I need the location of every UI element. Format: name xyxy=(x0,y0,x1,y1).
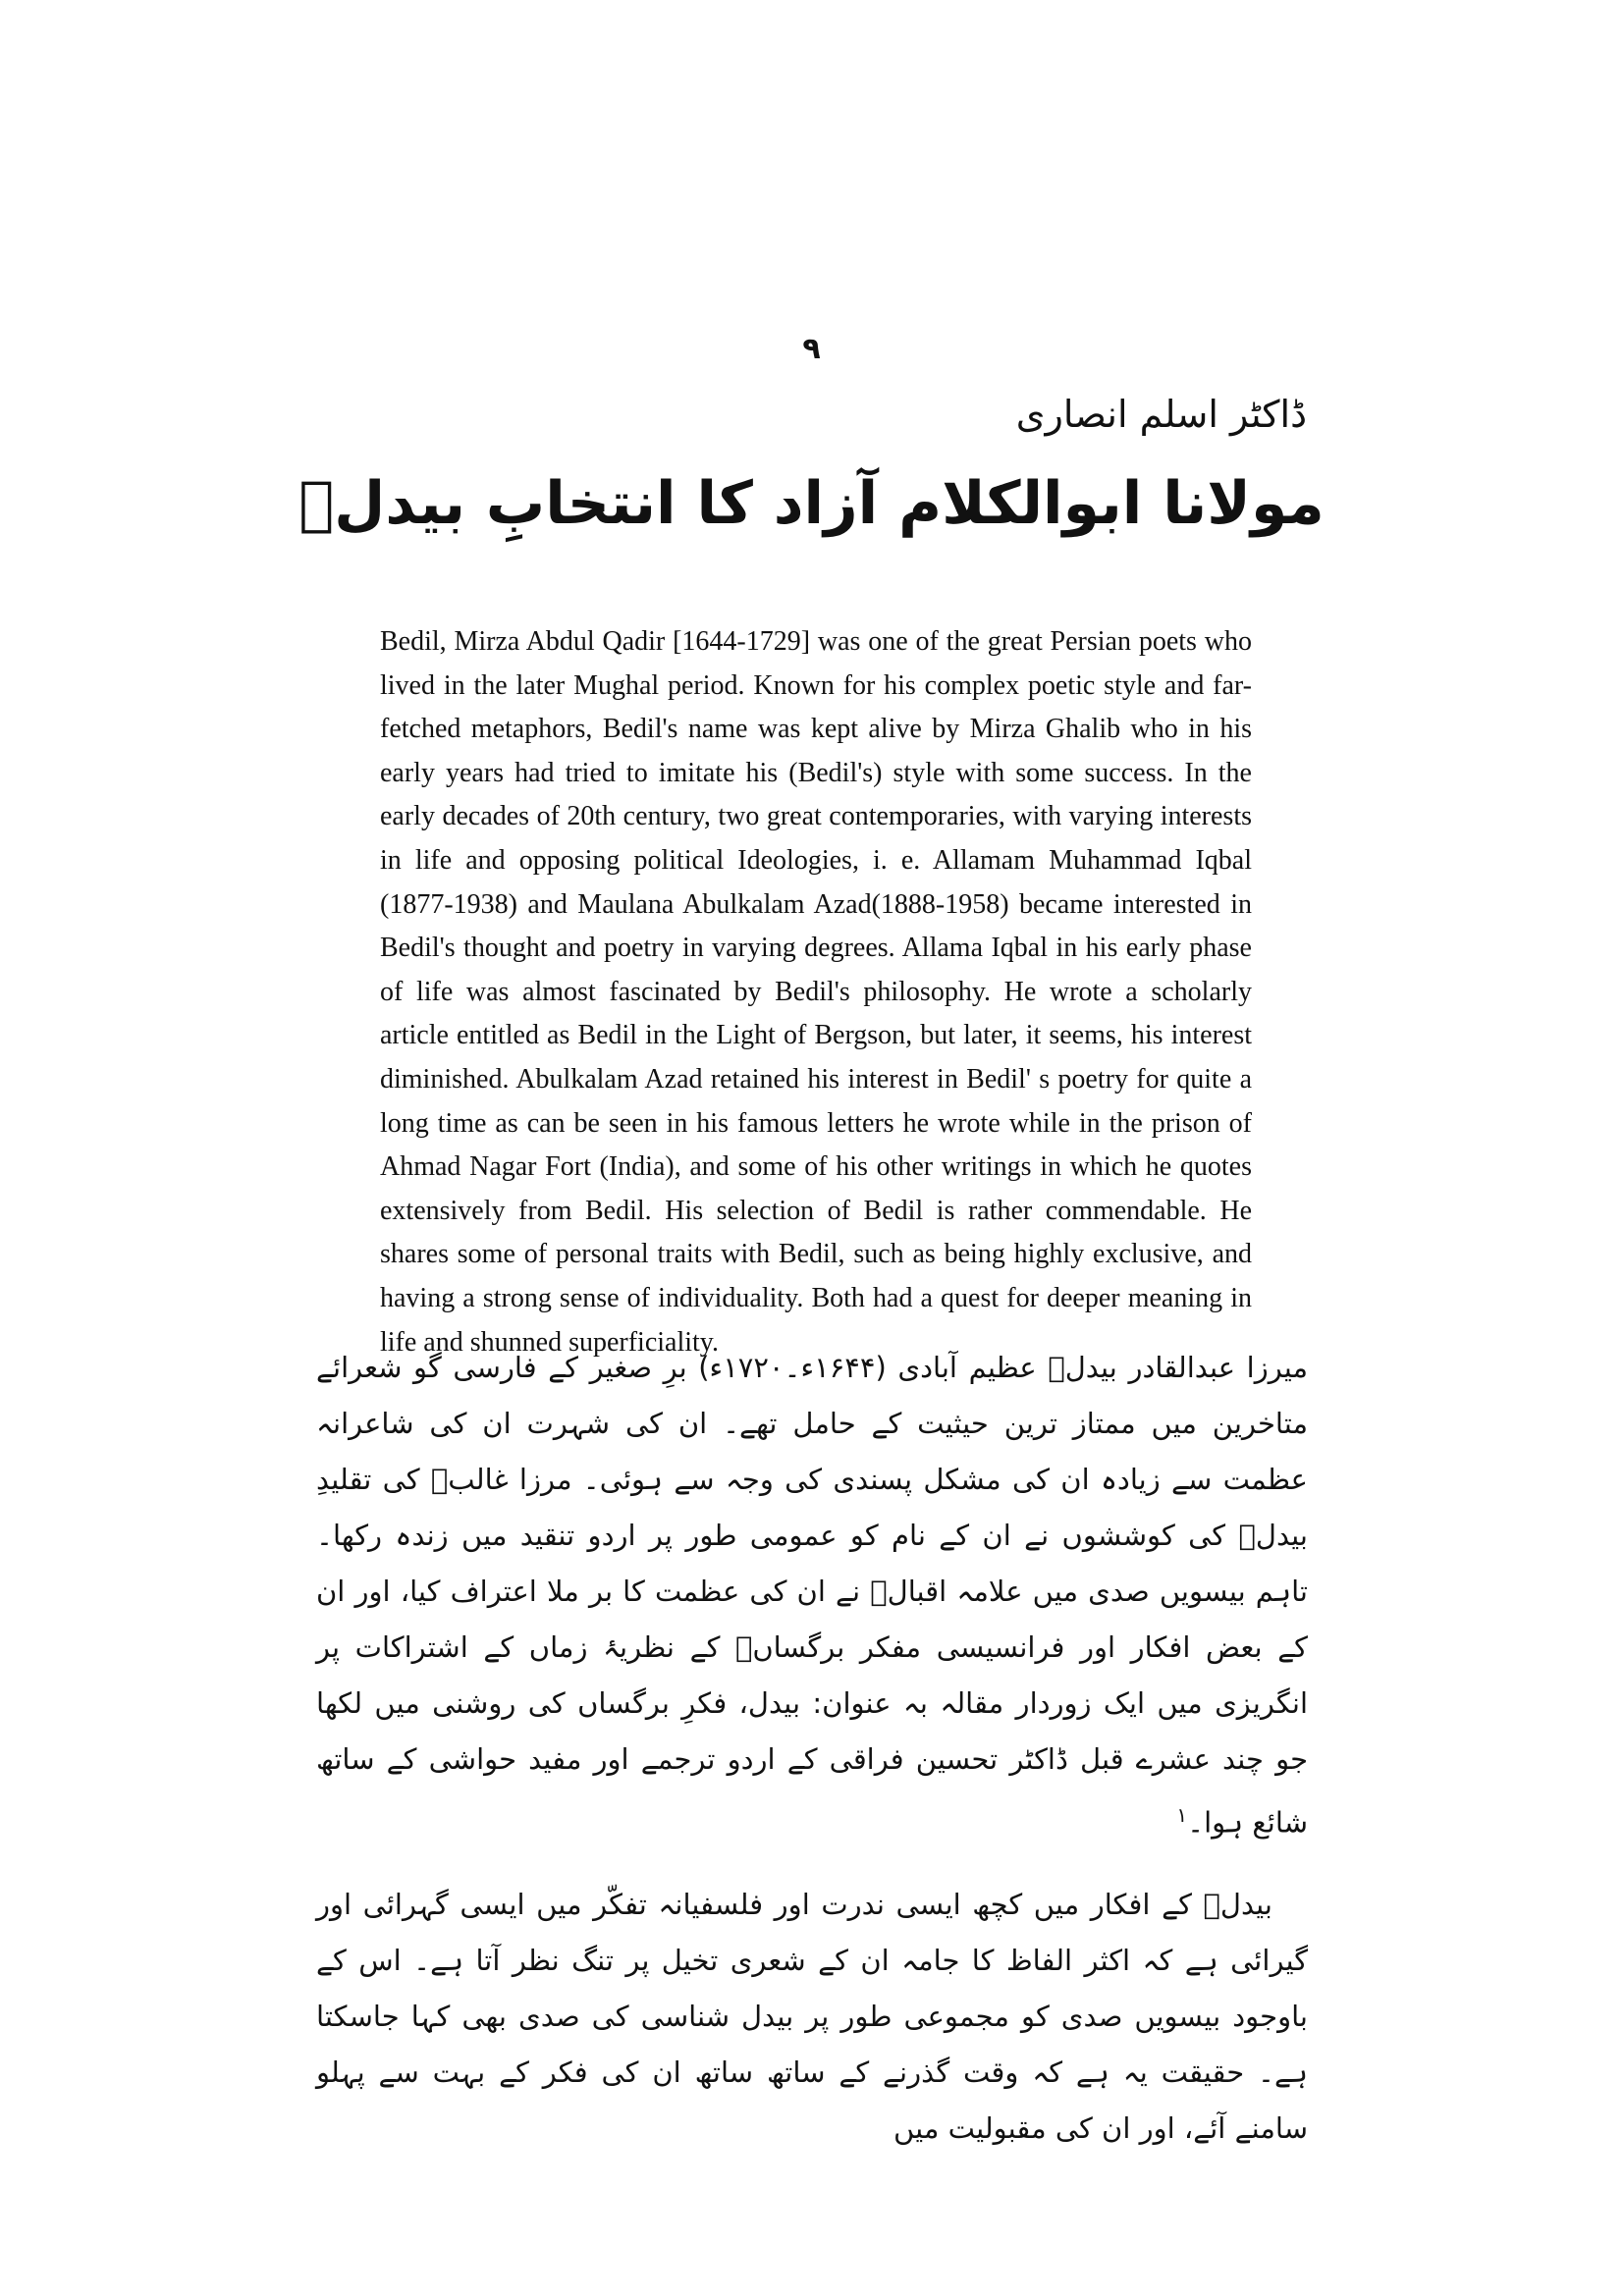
urdu-paragraph xyxy=(316,1877,1308,2157)
urdu-paragraph-text: میرزا عبدالقادر بیدلؔ عظیم آبادی (۱۶۴۴ء۔۱۷۲۰ء) برِ صغیر کے فارسی گو شعرائے متاخرین میں ممتاز ترین حیثیت کے حامل تھے۔ ان کی شہرت ان کی شاعرانہ عظمت سے زیادہ ان کی مشکل پسندی کی وجہ سے ہوئی۔ مرزا غالبؔ کی تقلیدِ بیدلؔ کی کوششوں نے ان کے نام کو عمومی طور پر اردو تنقید میں زندہ رکھا۔ تاہم بیسویں صدی میں علامہ اقبالؔ نے ان کی عظمت کا بر ملا اعتراف کیا، اور ان کے بعض افکار اور فرانسیسی مفکر برگساںؔ کے نظریۂ زماں کے اشتراکات پر انگریزی میں ایک زوردار مقالہ بہ عنوان: بیدل، فکرِ برگساں کی روشنی میں لکھا جو چند عشرے قبل ڈاکٹر تحسین فراقی کے اردو ترجمے اور مفید حواشی کے ساتھ شائع ہوا۔ xyxy=(316,1351,1308,1840)
author-name: ڈاکٹر اسلم انصاری xyxy=(1015,393,1307,436)
urdu-body-text xyxy=(316,1340,1308,2157)
abstract-text: Bedil, Mirza Abdul Qadir [1644-1729] was one of the great Persian poets who lived in the later Mughal period. Known for his complex poetic style and far-fetched metaphors, Bedil's name was kept alive by Mirza Ghalib who in his early years had tried to imitate his (Bedil's) style with some success. In the early decades of 20th century, two great contemporaries, with varying interests in life and opposing political Ideologies, i. e. Allamam Muhammad Iqbal (1877-1938) and Maulana Abulkalam Azad(1888-1958) became interested in Bedil's thought and poetry in varying degrees. Allama Iqbal in his early phase of life was almost fascinated by Bedil's philosophy. He wrote a scholarly article entitled as Bedil in the Light of Bergson, but later, it seems, his interest diminished. Abulkalam Azad retained his interest in Bedil' s poetry for quite a long time as can be seen in his famous letters he wrote while in the prison of Ahmad Nagar Fort (India), and some of his other writings in which he quotes extensively from Bedil. His selection of Bedil is rather commendable. He shares some of personal traits with Bedil, such as being highly exclusive, and having a strong sense of individuality. Both had a quest for deeper meaning in life and shunned superficiality. xyxy=(380,626,1252,1358)
page-number: ۹ xyxy=(802,332,821,366)
urdu-paragraph xyxy=(316,1340,1308,1851)
urdu-paragraph-text: بیدلؔ کے افکار میں کچھ ایسی ندرت اور فلسفیانہ تفکّر میں ایسی گہرائی اور گیرائی ہے کہ اکثر الفاظ کا جامہ ان کے شعری تخیل پر تنگ نظر آتا ہے۔ اس کے باوجود بیسویں صدی کو مجموعی طور پر بیدل شناسی کی صدی بھی کہا جاسکتا ہے۔ حقیقت یہ ہے کہ وقت گذرنے کے ساتھ ساتھ ان کی فکر کے بہت سے پہلو سامنے آئے، اور ان کی مقبولیت میں xyxy=(316,1887,1308,2145)
footnote-mark: ۱ xyxy=(1176,1803,1188,1827)
english-abstract xyxy=(380,620,1252,1364)
article-title: مولانا ابوالکلام آزاد کا انتخابِ بیدلؔ xyxy=(298,469,1325,538)
